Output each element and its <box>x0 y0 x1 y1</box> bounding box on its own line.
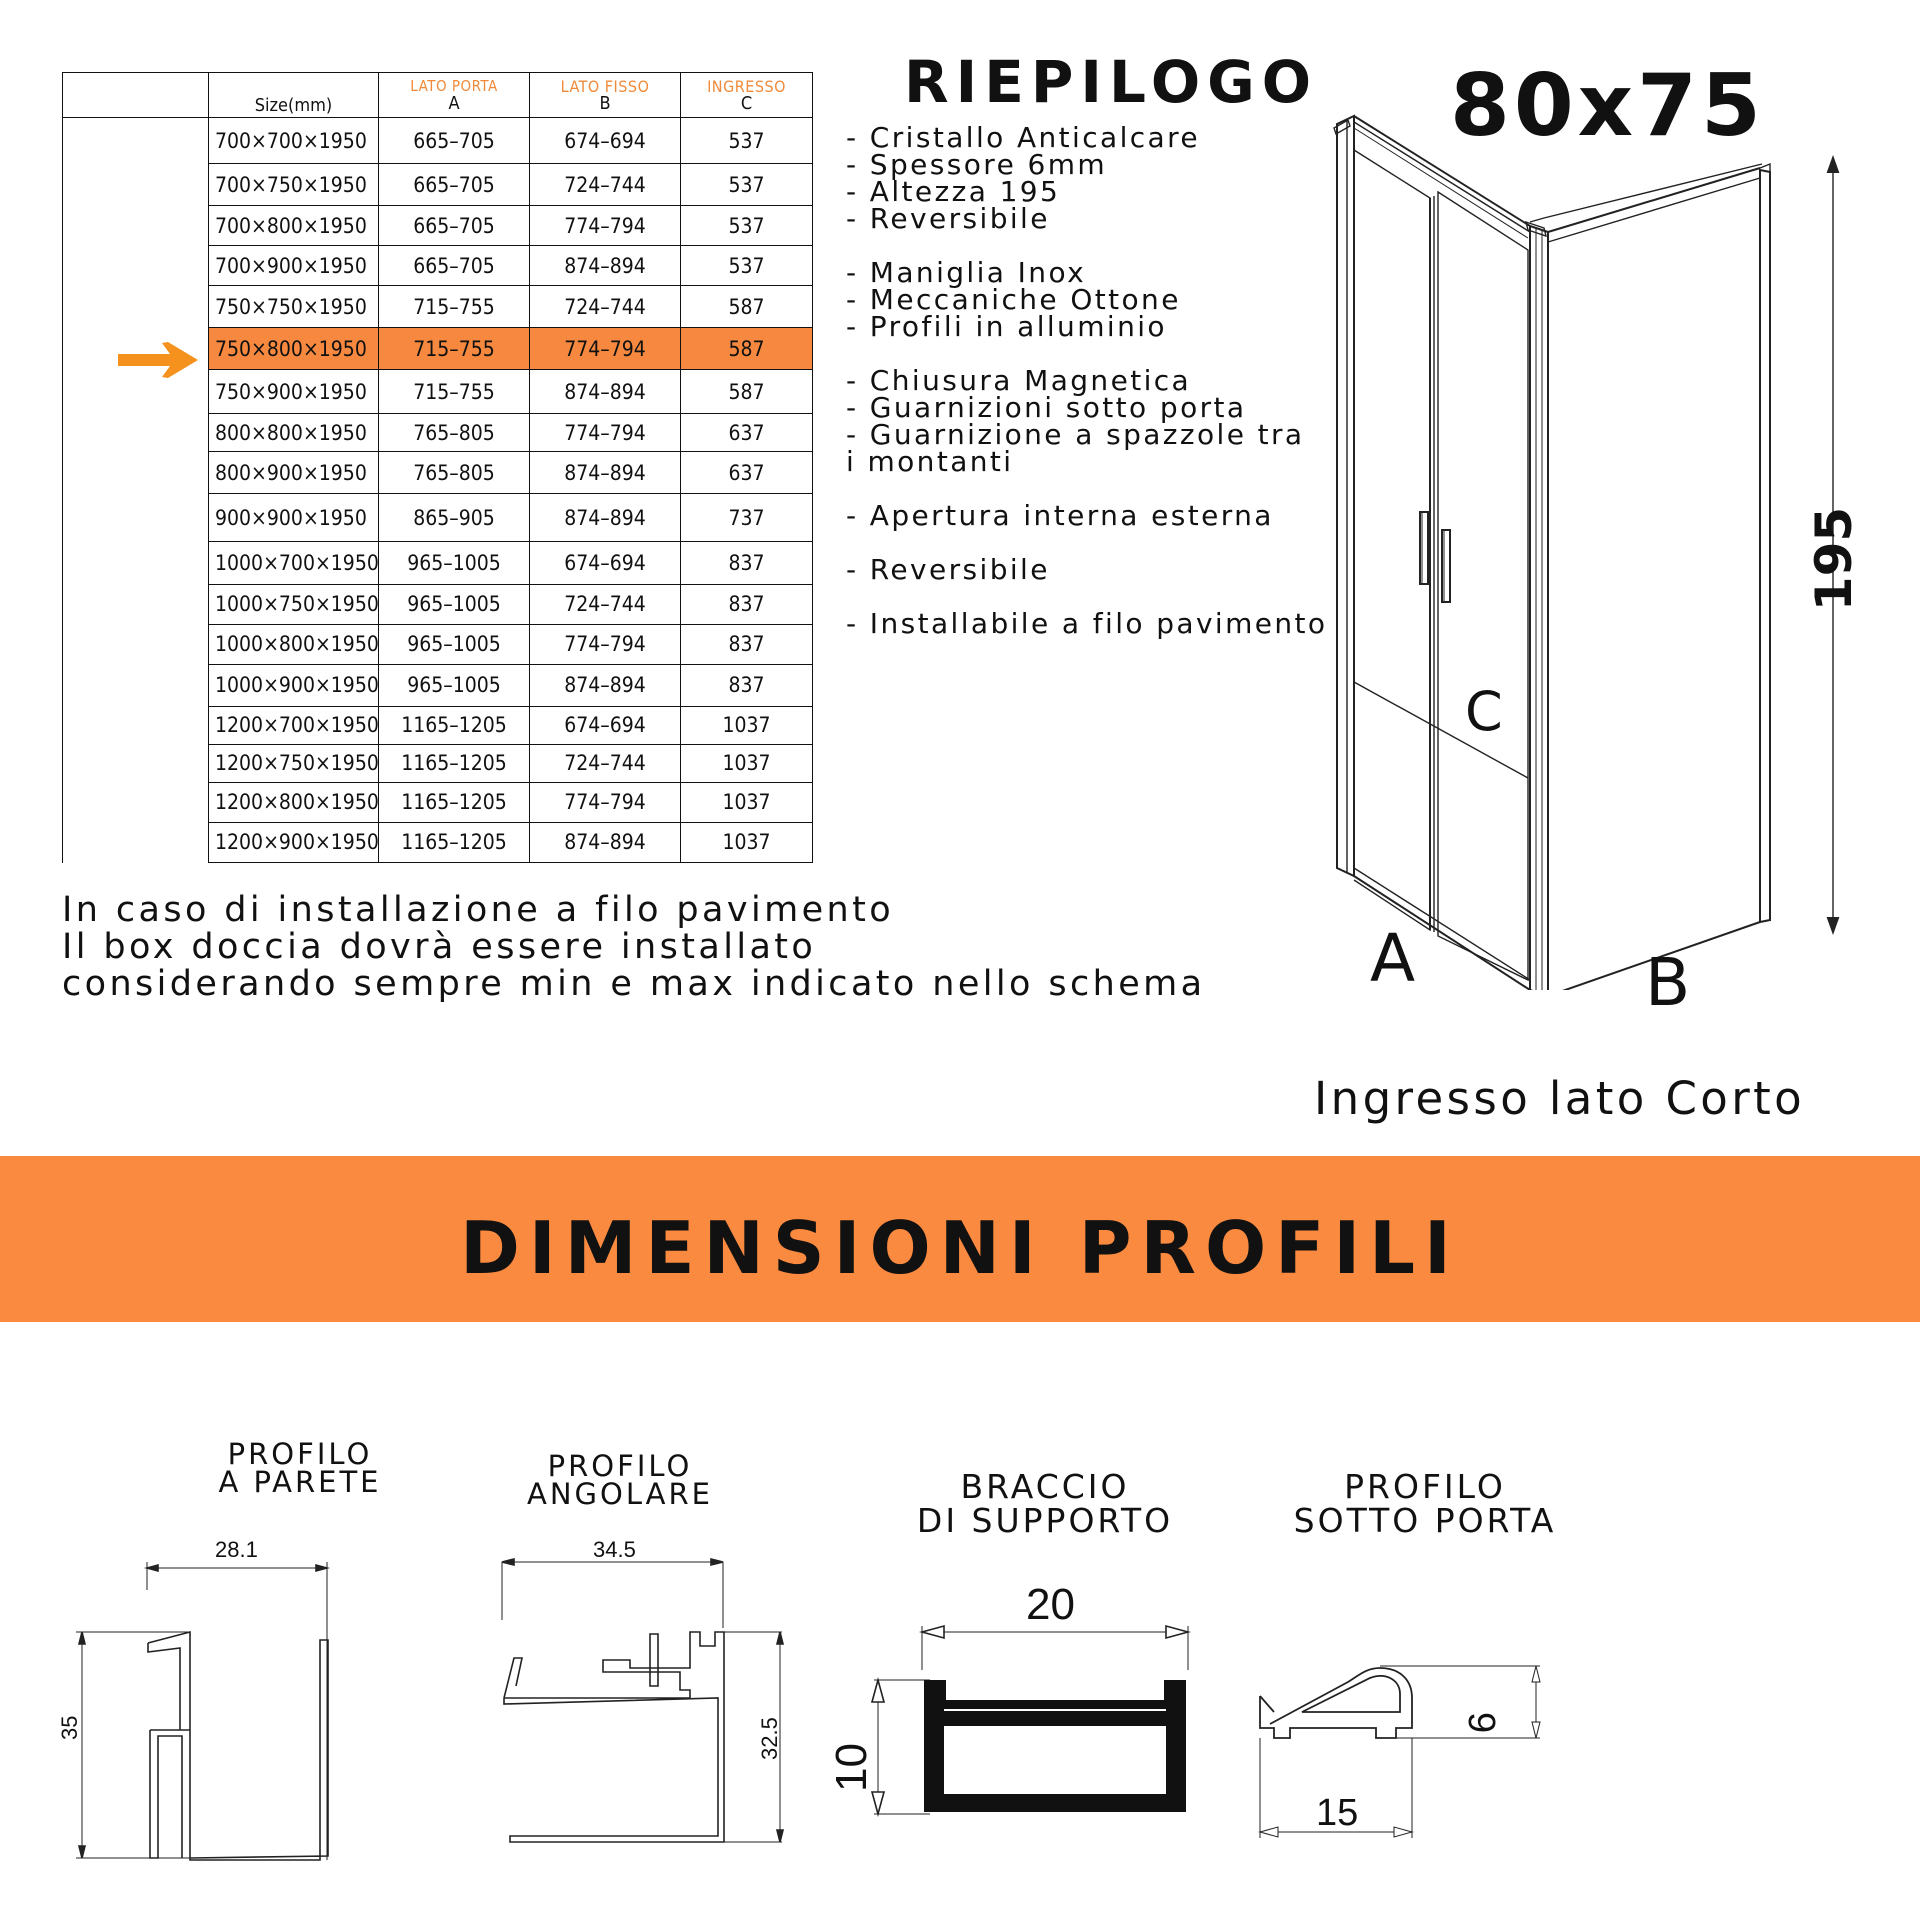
label-b: B <box>1645 944 1691 1021</box>
row-blank-cell <box>63 246 209 286</box>
entry-cell: 1037 <box>681 782 813 822</box>
fixed-side-cell: 874–894 <box>530 822 681 862</box>
under-door-width: 15 <box>1316 1792 1359 1834</box>
support-arm-title-line1: BRACCIO <box>960 1467 1130 1506</box>
height-label: 195 <box>1805 506 1864 612</box>
door-side-cell: 765–805 <box>379 414 530 452</box>
door-side-cell: 665–705 <box>379 164 530 206</box>
entry-cell: 1037 <box>681 744 813 782</box>
size-cell: 1200×800×1950 <box>209 782 379 822</box>
header-blank <box>63 73 209 118</box>
row-blank-cell <box>63 206 209 246</box>
entry-cell: 537 <box>681 246 813 286</box>
row-blank-cell <box>63 452 209 494</box>
size-cell: 1000×800×1950 <box>209 624 379 664</box>
door-side-cell: 1165–1205 <box>379 706 530 744</box>
header-entry-label: INGRESSO <box>707 77 786 96</box>
door-side-cell: 865–905 <box>379 494 530 542</box>
size-cell: 700×800×1950 <box>209 206 379 246</box>
table-row <box>63 782 813 822</box>
header-fixed-side <box>530 73 681 118</box>
support-arm-title <box>880 1467 1210 1540</box>
table-row <box>63 624 813 664</box>
profile-corner-width: 34.5 <box>593 1537 636 1562</box>
size-cell: 1200×750×1950 <box>209 744 379 782</box>
fixed-side-cell: 774–794 <box>530 328 681 370</box>
banner <box>0 1156 1920 1322</box>
door-side-cell: 1165–1205 <box>379 782 530 822</box>
row-blank-cell <box>63 286 209 328</box>
label-a: A <box>1370 920 1416 997</box>
header-fixed-side-letter: B <box>599 93 611 114</box>
fixed-side-cell: 724–744 <box>530 584 681 624</box>
summary-item: - Altezza 195 <box>846 175 1061 208</box>
under-door-title-line1: PROFILO <box>1344 1467 1506 1506</box>
summary-item: - Cristallo Anticalcare <box>846 121 1201 154</box>
table-row <box>63 452 813 494</box>
header-entry <box>681 73 813 118</box>
summary-title: RIEPILOGO <box>904 48 1319 116</box>
support-arm-width: 20 <box>1026 1580 1075 1629</box>
table-row <box>63 164 813 206</box>
entry-cell: 1037 <box>681 822 813 862</box>
fixed-side-cell: 874–894 <box>530 246 681 286</box>
size-cell: 750×900×1950 <box>209 370 379 414</box>
profile-corner-height: 32.5 <box>757 1717 782 1760</box>
door-side-cell: 965–1005 <box>379 664 530 706</box>
header-size: Size(mm) <box>209 73 379 118</box>
table-row <box>63 744 813 782</box>
size-cell: 700×900×1950 <box>209 246 379 286</box>
door-side-cell: 715–755 <box>379 328 530 370</box>
size-table <box>62 72 813 863</box>
fixed-side-cell: 874–894 <box>530 452 681 494</box>
model-size: 80x75 <box>1450 56 1765 156</box>
table-row <box>63 286 813 328</box>
entry-cell: 537 <box>681 164 813 206</box>
entry-cell: 537 <box>681 118 813 164</box>
fixed-side-cell: 874–894 <box>530 370 681 414</box>
profile-wall-title-line2: A PARETE <box>218 1465 382 1499</box>
row-blank-cell <box>63 664 209 706</box>
door-side-cell: 1165–1205 <box>379 822 530 862</box>
summary-item: - Spessore 6mm <box>846 148 1108 181</box>
door-side-cell: 765–805 <box>379 452 530 494</box>
row-blank-cell <box>63 584 209 624</box>
under-door-drawing <box>1240 1620 1560 1860</box>
entry-cell: 837 <box>681 584 813 624</box>
shower-enclosure-diagram <box>1330 110 1850 990</box>
row-blank-cell <box>63 164 209 206</box>
fixed-side-cell: 674–694 <box>530 542 681 584</box>
fixed-side-cell: 724–744 <box>530 164 681 206</box>
entry-cell: 587 <box>681 370 813 414</box>
fixed-side-cell: 674–694 <box>530 706 681 744</box>
fixed-side-cell: 874–894 <box>530 494 681 542</box>
entry-cell: 837 <box>681 664 813 706</box>
door-side-cell: 1165–1205 <box>379 744 530 782</box>
entry-cell: 837 <box>681 542 813 584</box>
profile-wall-title-line1: PROFILO <box>227 1437 373 1471</box>
door-side-cell: 665–705 <box>379 206 530 246</box>
row-blank-cell <box>63 118 209 164</box>
profile-corner-title <box>470 1449 770 1511</box>
support-arm-height: 10 <box>827 1743 876 1792</box>
support-arm-title-line2: DI SUPPORTO <box>916 1501 1174 1540</box>
table-row <box>63 706 813 744</box>
summary-item: - Reversibile <box>846 553 1050 586</box>
header-entry-letter: C <box>740 93 753 114</box>
table-row <box>63 494 813 542</box>
row-blank-cell <box>63 494 209 542</box>
row-blank-cell <box>63 414 209 452</box>
install-note-line-1: In caso di installazione a filo pavimento <box>62 890 895 930</box>
entry-cell: 637 <box>681 414 813 452</box>
entry-cell: 587 <box>681 286 813 328</box>
table-row <box>63 414 813 452</box>
table-row <box>63 246 813 286</box>
summary-list <box>846 121 1328 640</box>
summary-item: - Profili in alluminio <box>846 310 1167 343</box>
fixed-side-cell: 674–694 <box>530 118 681 164</box>
table-row <box>63 542 813 584</box>
door-side-cell: 665–705 <box>379 118 530 164</box>
size-cell: 700×700×1950 <box>209 118 379 164</box>
banner-title: DIMENSIONI PROFILI <box>460 1206 1460 1290</box>
summary-item: - Chiusura Magnetica <box>846 364 1192 397</box>
size-cell: 1000×900×1950 <box>209 664 379 706</box>
install-note-line-2: Il box doccia dovrà essere installato <box>62 927 817 967</box>
entry-note: Ingresso lato Corto <box>1314 1072 1806 1125</box>
fixed-side-cell: 874–894 <box>530 664 681 706</box>
row-blank-cell <box>63 542 209 584</box>
size-cell: 750×750×1950 <box>209 286 379 328</box>
under-door-height: 9 <box>1460 1712 1502 1734</box>
table-row <box>63 664 813 706</box>
row-blank-cell <box>63 782 209 822</box>
door-side-cell: 965–1005 <box>379 542 530 584</box>
size-cell: 1200×700×1950 <box>209 706 379 744</box>
header-fixed-side-label: LATO FISSO <box>560 77 650 96</box>
profile-wall-title <box>150 1437 450 1499</box>
summary-item: i montanti <box>846 445 1014 478</box>
size-cell: 1000×700×1950 <box>209 542 379 584</box>
install-note-line-3: considerando sempre min e max indicato nello schema <box>62 964 1206 1004</box>
profile-wall-drawing <box>50 1540 350 1880</box>
profile-wall-height: 35 <box>57 1715 82 1740</box>
size-cell: 900×900×1950 <box>209 494 379 542</box>
under-door-title <box>1260 1467 1590 1540</box>
table-row <box>63 118 813 164</box>
size-cell: 700×750×1950 <box>209 164 379 206</box>
row-blank-cell <box>63 624 209 664</box>
profile-corner-title-line2: ANGOLARE <box>527 1477 713 1511</box>
fixed-side-cell: 724–744 <box>530 744 681 782</box>
row-blank-cell <box>63 822 209 862</box>
label-c: C <box>1465 680 1503 743</box>
entry-cell: 837 <box>681 624 813 664</box>
table-body <box>63 118 813 863</box>
fixed-side-cell: 774–794 <box>530 782 681 822</box>
door-side-cell: 715–755 <box>379 370 530 414</box>
door-side-cell: 715–755 <box>379 286 530 328</box>
summary-item: - Reversibile <box>846 202 1050 235</box>
table-row <box>63 822 813 862</box>
profile-wall-width: 28.1 <box>215 1537 258 1562</box>
size-cell: 750×800×1950 <box>209 328 379 370</box>
door-side-cell: 965–1005 <box>379 584 530 624</box>
size-cell: 800×900×1950 <box>209 452 379 494</box>
size-cell: 1000×750×1950 <box>209 584 379 624</box>
summary-item: - Installabile a filo pavimento <box>846 607 1328 640</box>
fixed-side-cell: 774–794 <box>530 414 681 452</box>
entry-cell: 1037 <box>681 706 813 744</box>
install-note <box>62 892 1206 1003</box>
support-arm-drawing <box>840 1620 1210 1860</box>
door-side-cell: 665–705 <box>379 246 530 286</box>
entry-cell: 637 <box>681 452 813 494</box>
size-cell: 1200×900×1950 <box>209 822 379 862</box>
door-side-cell: 965–1005 <box>379 624 530 664</box>
summary-item: - Maniglia Inox <box>846 256 1087 289</box>
table-row <box>63 584 813 624</box>
row-blank-cell <box>63 706 209 744</box>
row-blank-cell <box>63 744 209 782</box>
under-door-title-line2: SOTTO PORTA <box>1293 1501 1557 1540</box>
summary-item: - Apertura interna esterna <box>846 499 1274 532</box>
profile-corner-title-line1: PROFILO <box>547 1449 693 1483</box>
header-door-side <box>379 73 530 118</box>
table-header-row <box>63 73 813 118</box>
entry-cell: 737 <box>681 494 813 542</box>
fixed-side-cell: 724–744 <box>530 286 681 328</box>
summary-item: - Meccaniche Ottone <box>846 283 1181 316</box>
summary-item: - Guarnizione a spazzole tra <box>846 418 1305 451</box>
highlight-arrow-icon <box>118 340 200 380</box>
entry-cell: 537 <box>681 206 813 246</box>
header-door-side-letter: A <box>448 93 460 114</box>
summary-item: - Guarnizioni sotto porta <box>846 391 1247 424</box>
entry-cell: 587 <box>681 328 813 370</box>
profile-corner-drawing <box>490 1540 810 1860</box>
fixed-side-cell: 774–794 <box>530 624 681 664</box>
header-door-side-label: LATO PORTA <box>410 77 498 95</box>
size-cell: 800×800×1950 <box>209 414 379 452</box>
table-row <box>63 206 813 246</box>
fixed-side-cell: 774–794 <box>530 206 681 246</box>
